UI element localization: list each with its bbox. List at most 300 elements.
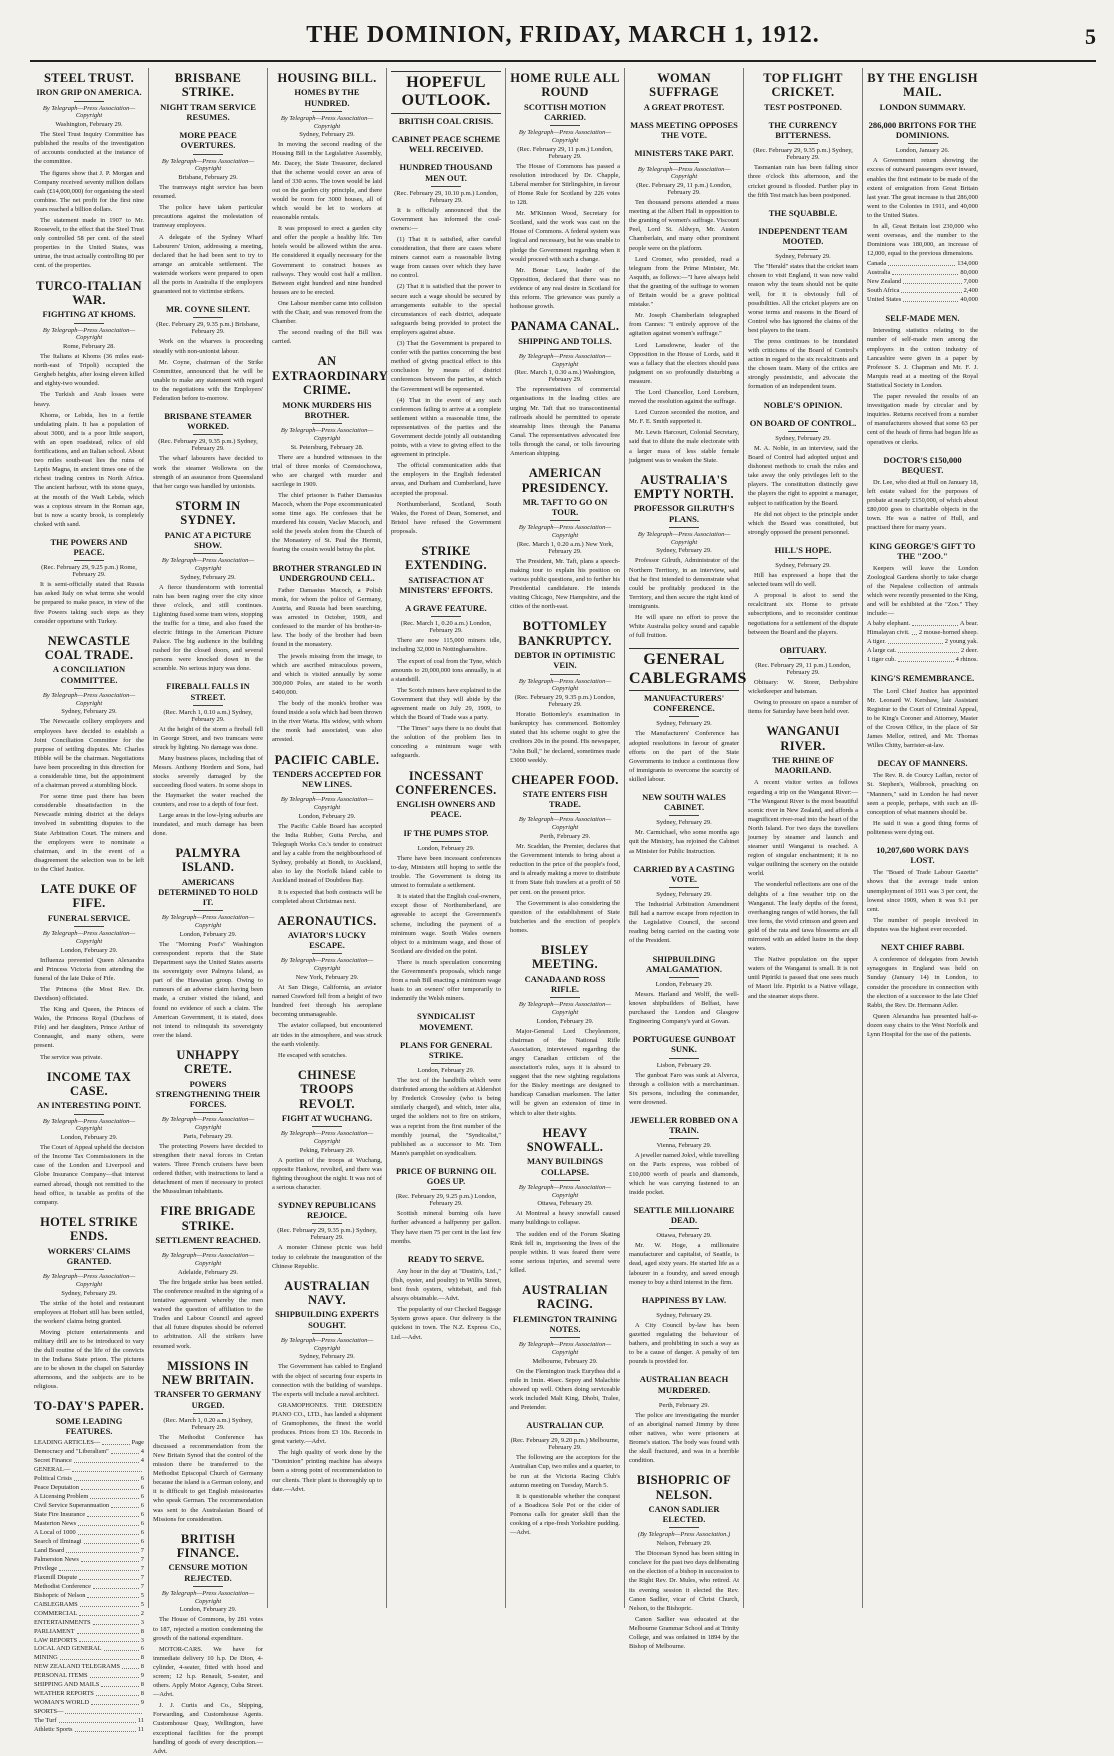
article-subhead: SEATTLE MILLIONAIRE DEAD. (633, 1204, 735, 1226)
article (629, 1473, 739, 1651)
leader-dots (898, 656, 954, 662)
article-subhead: PROFESSOR GILRUTH'S PLANS. (633, 503, 735, 524)
feature-label: A baby elephant. (867, 620, 911, 628)
article-headline: PACIFIC CABLE. (274, 752, 380, 767)
article-paragraph: Large areas in the low-lying suburbs are inundated, and much damage has been done. (153, 811, 263, 837)
feature-list-row (34, 1592, 144, 1601)
article-paragraph: Mr. M'Kinnon Wood, Secretary for Scotland, said the work was cast on the House of Commons. A federal system was logical and necessary, but he was unable to pledge the Government regarding when it would proceed with such a change. (510, 210, 620, 263)
feature-label: SHIPPING AND MAILS (34, 1681, 100, 1689)
feature-list-row (34, 1484, 144, 1493)
article-paragraph: The Italians at Khoms (36 miles east-north-east of Tripoli) occupied the Gergheb heights, after losing eleven killed and eighty-two wounded. (34, 353, 144, 388)
article-credit: By Telegraph—Press Association—Copyright (42, 929, 136, 945)
leader-dots (78, 1529, 139, 1535)
masthead (30, 20, 1096, 62)
column (625, 68, 747, 1651)
article-credit: By Telegraph—Press Association—Copyright (42, 1117, 136, 1133)
article-dateline: St. Petersburg, February 28. (290, 443, 364, 451)
article-paragraph: The following are the acceptors for the Australian Cup, two miles and a quarter, to be run at the Victoria Racing Club's autumn meeting on Tuesday, March 5. (510, 1454, 620, 1489)
separator-rule (431, 616, 461, 617)
article-dateline: Perth, February 29. (539, 833, 591, 841)
article-paragraph: Mr. Lewis Harcourt, Colonial Secretary, said that to dilute the male electorate with a larger mass of less stable female judgment was to weaken the State. (629, 429, 739, 464)
separator-rule (908, 143, 938, 144)
article (153, 1359, 263, 1524)
article-paragraph: The popularity of our Checked Baggage System grows apace. Our delivery is the quickest in town. The N.Z. Express Co., Ltd.—Advt. (391, 1306, 501, 1341)
article-headline: AERONAUTICS. (277, 913, 377, 928)
article-subhead: ENGLISH OWNERS AND PEACE. (396, 799, 496, 820)
feature-value: 7 (140, 1573, 144, 1581)
feature-label: Flaxmill Dispute (34, 1573, 78, 1581)
article (153, 1048, 263, 1196)
article-headline: FIRE BRIGADE STRIKE. (160, 1204, 256, 1233)
separator-rule (550, 997, 580, 998)
article-subhead: FIREBALL FALLS IN STREET. (166, 681, 250, 702)
article-subhead: DEBTOR IN OPTIMISTIC VEIN. (514, 650, 616, 671)
article-paragraph: "The Times" says there is no doubt that the solution of the problem lies in conceding a minimum wage with safeguards. (391, 725, 501, 760)
feature-value: 4 (140, 1457, 144, 1465)
article-paragraph: GRAMOPHONES. THE DRESDEN PIANO CO., LTD., has landed a shipment of Gramophones, the finest the world produces. Prices from £3 10s. Records in great variety.—Advt. (272, 1401, 382, 1446)
separator-rule (550, 1433, 580, 1434)
article-paragraph: Influenza prevented Queen Alexandra and Princess Victoria from attending the funeral of the late Duke of Fife. (34, 956, 144, 982)
article-credit: By Telegraph—Press Association—Copyright (280, 957, 374, 973)
article-paragraph: It is stated that the English coal-owners, except those of Northumberland, are agreeable to accept the Government's scheme, including the payment of a minimum wage. South Wales owners object to a minimum wage, and those of Scotland are divided on the point. (391, 893, 501, 955)
feature-label: United States (867, 296, 902, 304)
feature-value: 8 (140, 1627, 144, 1635)
feature-list-row (34, 1439, 144, 1448)
article (510, 71, 620, 311)
article (748, 120, 858, 200)
article-subhead: IF THE PUMPS STOP. (403, 827, 489, 838)
article-subhead: SCOTTISH MOTION CARRIED. (524, 101, 606, 122)
article (510, 1126, 620, 1275)
article (272, 1068, 382, 1192)
article-subhead: SOME LEADING FEATURES. (55, 1415, 123, 1436)
article-subhead: POWERS STRENGTHENING THEIR FORCES. (155, 1078, 261, 1110)
article-subhead: CANON SADLIER ELECTED. (648, 1504, 720, 1525)
feature-value: 7,000 (963, 278, 978, 286)
article-paragraph: A recent visitor writes as follows regarding a trip on the Wanganui River:— "The Wanganui River is the most beautiful scenic river in New Zealand, and affords a magnificent river-road into the heart of the North Island. For two days the travellers journey by steamer and launch and steamer until Wanganui is reached. A region of singular enchantment; it is no vulgar outlining the scenery on the outside world. (748, 779, 858, 878)
feature-value: 2 mouse-horned sheep. (918, 629, 978, 637)
article (272, 354, 388, 554)
feature-list-row (867, 278, 978, 287)
leader-dots (60, 1654, 139, 1660)
article-paragraph: Mr. W. Hoge, a millionaire manufacturer and capitalist, of Seattle, is dead, aged sixty years. He started life as a labourer in a foundry, and saved enough money to buy a third interest in the firm. (629, 1242, 739, 1286)
feature-value: 8 (140, 1681, 144, 1689)
separator-rule (669, 527, 699, 528)
feature-label: SPORTS— (34, 1708, 64, 1716)
article (153, 411, 263, 491)
article-paragraph: Ten thousand persons attended a mass meeting at the Albert Hall in opposition to the granting of women's suffrage. Viscount Peel, Lord St. Aldwyn, Mr. Austen Chamberlain, and many other prominent people were on the platform. (629, 199, 739, 252)
article-dateline: (Rec. February 29, 9.25 p.m.) London, February 29. (395, 1193, 497, 1208)
separator-rule (431, 841, 461, 842)
separator-rule (312, 792, 342, 793)
leader-dots (101, 1681, 138, 1687)
feature-value: 6 (140, 1510, 144, 1518)
article-credit: By Telegraph—Press Association—Copyright (637, 165, 731, 181)
feature-list-row (34, 1502, 144, 1511)
leader-dots (78, 1520, 139, 1526)
article (748, 645, 858, 717)
article-paragraph: Obituary: W. Storer, Derbyshire wicketkeeper and batsman. (748, 678, 858, 695)
article-headline: NEWCASTLE COAL TRADE. (44, 633, 134, 663)
feature-list-row (34, 1475, 144, 1484)
leader-dots (79, 1637, 139, 1643)
leader-dots (79, 1610, 138, 1616)
article-paragraph: Scottish mineral burning oils have further advanced a halfpenny per gallon. They have risen 75 per cent in the last few months. (391, 1210, 501, 1245)
article-headline: CHEAPER FOOD. (511, 772, 619, 787)
article-subhead: NOBLE'S OPINION. (763, 399, 843, 410)
feature-label: New Zealand (867, 278, 902, 286)
article-subhead: MORE PEACE OVERTURES. (179, 130, 237, 151)
article-subhead: FUNERAL SERVICE. (47, 912, 131, 923)
feature-label: WOMAN'S WORLD (34, 1699, 90, 1707)
separator-rule (550, 812, 580, 813)
article-paragraph: Mr. Scaddan, the Premier, declares that the Government intends to bring about a reduction in the price of the people's food, and is already making a move to distribute it from State fish trawlers at a profit of 50 per cent. on the present price. (510, 843, 620, 896)
feature-list-row (34, 1726, 144, 1735)
article-paragraph: The Pacific Cable Board has accepted the India Rubber, Gutta Percha, and Telegraph Works Co.'s tender to construct and lay a cable from the neighbourhood of Sydney, probably at Bondi, to Auckland, also to lay the Norfolk Island cable to Auckland instead of Doubtless Bay. (272, 822, 382, 885)
article-credit: By Telegraph—Press Association—Copyright (518, 1341, 612, 1356)
leader-dots (75, 1726, 136, 1732)
article-dateline: Sydney, February 29. (775, 434, 831, 442)
leader-dots (81, 1484, 139, 1490)
leader-dots (74, 1475, 139, 1481)
article-dateline: Perth, February 29. (658, 1401, 710, 1409)
separator-rule (550, 125, 580, 126)
article-dateline: (Rec. March 1, 0.20 a.m.) New York, February 29. (516, 540, 614, 555)
article-dateline: Sydney, February 29. (656, 1311, 712, 1319)
feature-label: Australia (867, 269, 891, 277)
article-headline: CHINESE TROOPS REVOLT. (297, 1067, 357, 1111)
leader-dots (79, 1574, 139, 1580)
article-headline: HEAVY SNOWFALL. (526, 1125, 604, 1154)
feature-label: Privilege (34, 1564, 58, 1572)
feature-list-row (867, 269, 978, 278)
article-paragraph: It is officially announced that the Government has informed the coal-owners:— (391, 206, 501, 232)
article-subhead: 286,000 BRITONS FOR THE DOMINIONS. (868, 119, 977, 141)
feature-list (867, 260, 978, 305)
article-headline: WOMAN SUFFRAGE (649, 71, 719, 100)
feature-label: A Local of 1000 (34, 1528, 76, 1536)
article-subhead: ON BOARD OF CONTROL. (749, 417, 857, 428)
article-headline: AMERICAN PRESIDENCY. (521, 466, 609, 495)
separator-rule (312, 1223, 342, 1224)
article-dateline: (Rec. February 29, 9.20 p.m.) Melbourne, February 29. (510, 1437, 620, 1452)
feature-label: 1 tiger cub. (867, 656, 896, 664)
feature-label: LOCAL AND GENERAL (34, 1645, 102, 1653)
article-subhead: HILL'S HOPE. (774, 544, 832, 555)
feature-list-row (34, 1538, 144, 1547)
article-paragraph: A conference of delegates from Jewish synagogues in England was held on Sunday (January 14) in London, to consider the procedure in connection with the election of a successor to the late Chief Rabbi, the Rev. Dr. Hermann Adler. (867, 956, 978, 1009)
article-paragraph: The export of coal from the Tyne, which amounts to 20,000,000 tons annually, is at a standstill. (391, 657, 501, 683)
article-dateline: Sydney, February 29. (61, 708, 117, 716)
feature-list-row (34, 1529, 144, 1538)
article (748, 226, 858, 392)
feature-value: 7 (140, 1564, 144, 1572)
article (629, 1115, 739, 1197)
feature-list-row (34, 1601, 144, 1610)
separator-rule (431, 186, 461, 187)
article-dateline: (Rec. February 29, 9.35 p.m.) London, February 29. (514, 694, 616, 709)
article (748, 400, 858, 410)
article (867, 845, 978, 934)
article-paragraph: The King and Queen, the Princes of Wales, the Princess Royal (Duchess of Fife) and her daughters, Prince Arthur of Connaught, and many others, were present. (34, 1006, 144, 1050)
article (629, 954, 739, 1027)
feature-label: Land Board (34, 1546, 65, 1554)
article-headline: AUSTRALIAN NAVY. (284, 1278, 370, 1308)
leader-dots (93, 1619, 139, 1625)
article (748, 724, 858, 1000)
article-paragraph: The gunboat Faro was sunk at Alverca, through a collision with a merchantman. Six persons, including the commander, were drowned. (629, 1071, 739, 1106)
feature-value: 6 (140, 1501, 144, 1509)
article-subhead: A GRAVE FEATURE. (405, 603, 487, 614)
article-paragraph: There have been incessant conferences to-day, Ministers still hoping to settle the trouble. The Government is doing its utmost to formulate a settlement. (391, 854, 501, 890)
leader-dots (74, 1457, 139, 1463)
article-paragraph: Interesting statistics relating to the number of self-made men among the employers in the cotton industry of Lancashire were given in a paper by Professor S. J. Chapman and Mr. F. J. Marquis read at a meeting of the Royal Statistical Society in London. (867, 327, 978, 389)
article-headline: UNHAPPY CRETE. (176, 1047, 240, 1077)
article-headline: BRITISH FINANCE. (176, 1531, 240, 1561)
article-subhead: KING'S REMEMBRANCE. (870, 673, 975, 684)
feature-list (867, 620, 978, 665)
article-subhead: STATE ENTERS FISH TRADE. (522, 789, 608, 810)
feature-list-row (34, 1610, 144, 1619)
article-dateline: London, February 29. (417, 1067, 475, 1075)
separator-rule (788, 431, 818, 432)
article-paragraph: Mr. Coyne, chairman of the Strike Committee, announced that he will be unable to make any statement with regard to the negotiations with the Employers' Federation before to-morrow. (153, 358, 263, 402)
article-paragraph: The figures show that J. P. Morgan and Company received seventy million dollars cash (£14,000,000) for organising the steel combine. The net profit for the first nine years reached a billion dollars. (34, 169, 144, 213)
article-credit: By Telegraph—Press Association—Copyright (280, 114, 374, 130)
article-paragraph: Horatio Bottomley's examination in bankruptcy has commenced. Bottomley stated that his scheme ought to give the creditors 20s in the pound. His newspaper, "John Bull," he declared, sometimes made £3000 weekly. (510, 711, 620, 764)
article (867, 313, 978, 446)
separator-rule (669, 1398, 699, 1399)
article-paragraph: The Government is also considering the question of the establishment of State butcheries and the erection of people's homes. (510, 899, 620, 934)
article-credit: By Telegraph—Press Association—Copyright (518, 1001, 612, 1016)
article-paragraph: There are a hundred witnesses in the trial of three monks of Czenstochowa, who are charged with murder and sacrilege in 1909. (272, 453, 382, 488)
masthead-title: THE DOMINION, FRIDAY, MARCH 1, 1912. (306, 22, 820, 48)
article (391, 769, 501, 820)
feature-list-row (34, 1645, 144, 1654)
column (387, 68, 506, 1608)
feature-list-row (34, 1457, 144, 1466)
leader-dots (65, 1708, 142, 1714)
article-subhead: TRANSFER TO GERMANY URGED. (154, 1389, 262, 1410)
article-subhead: THE POWERS AND PEACE. (50, 536, 128, 558)
feature-list-row (867, 287, 978, 296)
article-dateline: Paris, February 29. (183, 1132, 233, 1140)
article-paragraph: (1) That it is satisfied, after careful consideration, that there are cases where miners cannot earn a reasonable living wage from causes over which they have no control. (391, 236, 501, 280)
feature-value: 6 (140, 1645, 144, 1653)
article-dateline: (Rec. February 29, 9.35 p.m.) Sydney, February 29. (277, 1227, 377, 1242)
article-subhead: FIGHT AT WUCHANG. (281, 1112, 373, 1123)
article-headline: HOME RULE ALL ROUND (510, 71, 620, 100)
separator-rule (193, 1112, 223, 1113)
leader-dots (111, 1448, 139, 1454)
leader-dots (888, 260, 955, 266)
feature-list-row (34, 1493, 144, 1502)
feature-value: 7 (140, 1582, 144, 1590)
column (149, 68, 268, 1755)
article-paragraph: In moving the second reading of the Housing Bill in the Legislative Assembly, Mr. Dacey, the State Treasurer, declared that the scheme would cover an area of land of 330 acres. The town would be laid out on the garden city principle, and there would be room for 3000 houses, all of which would be let to workers at reasonable rentals. (272, 141, 382, 222)
leader-dots (888, 638, 943, 644)
article-paragraph: In all, Great Britain lost 230,000 who went overseas, and the number to the Dominions was 180,000, an increase of 12,000, equal to the previous dimensions. (867, 222, 978, 258)
article (629, 864, 739, 946)
leader-dots (80, 1601, 139, 1607)
article-paragraph: Professor Gilruth, Administrator of the Northern Territory, in an interview, said that he first intended to demonstrate what could be profitably produced in the Territory, and then secure the right kind of immigrants. (629, 557, 739, 610)
article-headline: INCESSANT CONFERENCES. (395, 768, 497, 797)
article-paragraph: It is expected that both contracts will be completed about Christmas next. (272, 888, 382, 905)
separator-rule (312, 1126, 342, 1127)
feature-list-row (34, 1556, 144, 1565)
article-paragraph: The police are investigating the murder of an aboriginal named Jimmy by three other natives, who were prisoners at Brome's station. The body was found with the skull fractured, and was in a horrible condition. (629, 1411, 739, 1465)
separator-rule (74, 926, 104, 927)
leader-dots (912, 620, 958, 626)
article-credit: By Telegraph—Press Association—Copyright (42, 691, 136, 707)
article-subhead: JEWELLER ROBBED ON A TRAIN. (630, 1115, 738, 1136)
article-paragraph: The Scotch miners have explained to the Government that they will abide by the agreement made on July 29, 1909, to which the Board of Trade was a party. (391, 686, 501, 722)
leader-dots (122, 1663, 139, 1669)
feature-value: 80,000 (960, 269, 978, 277)
article-paragraph: The Steel Trust Inquiry Committee has published the results of the investigation of accounts conducted at the instance of the committee. (34, 131, 144, 166)
leader-dots (90, 1493, 138, 1499)
article-dateline: London, February 29. (298, 812, 356, 820)
feature-label: COMMERCIAL (34, 1609, 78, 1617)
article (867, 71, 978, 112)
article-paragraph: The press continues to be inundated with criticisms of the Board of Control's action in regard to the six recalcitrants and the chosen team. Many of the critics are strongly pessimistic, and advocate the formation of an independent team. (748, 338, 858, 391)
article-subhead: 10,207,600 WORK DAYS LOST. (876, 845, 969, 866)
article-paragraph: The text of the handbills which were distributed among the soldiers at Aldershot by Frederick Crowsley (who is being similarly charged), and which, inter alia, urged the soldiers not to fire on strikers, was a reprint from the first number of the monthly journal, the "Syndicalist," published as a successor to Mr. Tom Mann's pamphlet on syndicalism. (391, 1077, 501, 1157)
feature-value: 3 (140, 1618, 144, 1626)
article-dateline: (Rec. March 1, 0.20 a.m.) Sydney, February 29. (163, 1416, 253, 1431)
separator-rule (431, 1189, 461, 1190)
article (748, 545, 858, 637)
feature-label: PERSONAL ITEMS (34, 1672, 88, 1680)
feature-label: Himalayan civit. (867, 629, 910, 637)
article-subhead: FLEMINGTON TRAINING NOTES. (512, 1313, 618, 1334)
article-dateline: (Rec. March 1, 0.30 a.m.) Washington, February 29. (514, 369, 616, 384)
feature-list-row (34, 1717, 144, 1726)
separator-rule (669, 977, 699, 978)
article-paragraph: A Government return showing the excess of outward passengers over inward, enables the first estimate to be made of the extent of emigration from Great Britain last year. The great increase is that 286,000 went to the Colonies in 1911, and 40,000 to the United States. (867, 157, 978, 219)
article-dateline: New York, February 29. (295, 974, 359, 982)
article-paragraph: The Princess (the Most Rev. Dr. Davidson) officiated. (34, 985, 144, 1002)
feature-label: GENERAL— (34, 1466, 71, 1474)
article-dateline: Vienna, February 29. (656, 1142, 712, 1150)
article (510, 943, 620, 1118)
article-paragraph: The wharf labourers have decided to work the steamer Wollowra on the strength of an assurance from Queensland that her cargo was handled by unionists. (153, 455, 263, 490)
article-dateline: (Rec. February 29, 9.35 p.m.) Sydney, February 29. (158, 438, 258, 453)
article-paragraph: Tasmanian rain has been falling since three o'clock this afternoon, and the cricket ground is flooded. Further play in the fifth Test match has been postponed. (748, 164, 858, 199)
feature-list-row (34, 1690, 144, 1699)
article-subhead: THE CURRENCY BITTERNESS. (768, 119, 838, 141)
feature-value: 11 (137, 1717, 144, 1725)
article-paragraph: The jewels missing from the image, to which are ascribed miraculous powers, and which is visited annually by some 300,000 Poles, are stated to be worth £400,000. (272, 652, 382, 696)
article-headline: BRISBANE STRIKE. (174, 71, 242, 100)
article-credit: By Telegraph—Press Association—Copyright (280, 426, 374, 442)
article-headline: TO-DAY'S PAPER. (34, 1399, 144, 1414)
article-paragraph: At San Diego, California, an aviator named Crawford fell from a height of two hundred feet through his aeroplane becoming unmanageable. (272, 984, 382, 1019)
article-paragraph: The Lord Chancellor, Lord Loreburn, moved the resolution against the suffrage. (629, 388, 739, 406)
leader-dots (84, 1538, 139, 1544)
leader-dots (96, 1690, 139, 1696)
article-subhead: PORTUGUESE GUNBOAT SUNK. (632, 1034, 736, 1055)
article-paragraph: The Newcastle colliery employers and employees have decided to establish a Joint Conciliation Committee for the purpose of settling disputes. Mr. Charles Hibble will be the chairman. Negotiations have been proceeding in this direction for a considerable time, but the appointment of a chairman proved a stumbling block. (34, 718, 144, 790)
article-subhead: KING GEORGE'S GIFT TO THE "ZOO." (869, 540, 976, 561)
article-paragraph: The official communication adds that the employers in the English federated areas, and Durham and Cumberland, have accepted the proposal. (391, 462, 501, 497)
feature-label: MINING (34, 1654, 58, 1662)
separator-rule (550, 520, 580, 521)
article-paragraph: A delegate of the Sydney Wharf Labourers' Union, addressing a meeting, declared that he had been sent to try to arrange an amicable settlement. The waterside workers were prepared to open all the ports in Australia if the employers guaranteed not to victimise strikers. (153, 233, 263, 296)
leader-dots (898, 647, 959, 653)
article-credit: By Telegraph—Press Association—Copyright (518, 816, 612, 832)
feature-value: 8 (140, 1663, 144, 1671)
article-subhead: SATISFACTION AT MINISTERS' EFFORTS. (399, 574, 493, 595)
leader-dots (111, 1502, 139, 1508)
separator-rule (74, 101, 104, 102)
article-dateline: Rome, February 28. (63, 343, 115, 351)
article (34, 1399, 144, 1735)
article-paragraph: It is semi-officially stated that Russia has asked Italy on what terms she would be prepared to make peace, in view of the five Powers taking such steps as they consider opportune with Turkey. (34, 581, 144, 625)
article (34, 1215, 144, 1392)
article-subhead: PLANS FOR GENERAL STRIKE. (399, 1039, 493, 1060)
feature-label: State Fire Insurance (34, 1510, 86, 1518)
article-subhead: SELF-MADE MEN. (885, 313, 960, 324)
article-subhead: NEXT CHIEF RABBI. (880, 942, 965, 953)
article (391, 134, 501, 154)
separator-rule (669, 1527, 699, 1528)
separator-rule (788, 143, 818, 144)
feature-value: 9 (140, 1672, 144, 1680)
article (272, 563, 382, 745)
article-paragraph: Lord Curzon seconded the motion, and Mr. F. E. Smith supported it. (629, 409, 739, 426)
article-headline: INCOME TAX CASE. (46, 1069, 132, 1098)
leader-dots (90, 1672, 139, 1678)
article-paragraph: The high quality of work done by the "Dominion" printing machine has always been a strong point of recommendation to our clients. Their plant is thoroughly up to date.—Advt. (272, 1449, 382, 1493)
article (510, 619, 620, 764)
feature-list-row (34, 1547, 144, 1556)
article-paragraph: J. J. Curtis and Co., Shipping, Forwarding, and Customhouse Agents. Customhouse Quay, Wellington, have exceptional facilities for the prompt handling of goods of every description.—Advt. (153, 1702, 263, 1755)
separator-rule (788, 658, 818, 659)
article-dateline: Nelson, February 29. (656, 1540, 712, 1548)
article-paragraph: There are now 115,000 miners idle, including 32,000 in Nottinghamshire. (391, 637, 501, 654)
separator-rule (74, 1114, 104, 1115)
article-subhead: AUSTRALIAN BEACH MURDERED. (639, 1374, 729, 1395)
feature-list-row (867, 260, 978, 269)
article-paragraph: Dr. Lee, who died at Hull on January 18, left estate valued for the purposes of probate at nearly £150,000, of which about £80,000 goes to charitable objects in the town. He was a native of Hull, and practised there for many years. (867, 478, 978, 532)
article (391, 1166, 501, 1246)
article-dateline: Sydney, February 29. (180, 573, 236, 581)
article-paragraph: For some time past there has been considerable dissatisfaction in the Newcastle mining district at the delays involved in submitting disputes to the State Arbitration Court. The miners and the employers were to nominate a chairman, and in the event of a disagreement the selection was to be left to the Chief Justice. (34, 793, 144, 873)
feature-list-row (867, 296, 978, 305)
article (272, 753, 382, 906)
separator-rule (669, 1058, 699, 1059)
feature-label: Methodist Conference (34, 1582, 91, 1590)
feature-label: Masterton News (34, 1519, 77, 1527)
article (748, 71, 858, 112)
feature-value: 3 (140, 1636, 144, 1644)
article-subhead: CENSURE MOTION REJECTED. (168, 1562, 248, 1583)
leader-dots (903, 278, 961, 284)
article-paragraph: At the height of the storm a fireball fell in George Street, and two tramcars were struck by lighting. No damage was done. (153, 725, 263, 752)
article-headline: AUSTRALIA'S EMPTY NORTH. (634, 472, 734, 502)
article-credit: By Telegraph—Press Association—Copyright (42, 326, 136, 342)
article-dateline: Sydney, February 29. (656, 891, 712, 899)
article-dateline: London, February 29. (179, 930, 237, 938)
feature-value: 7 (140, 1555, 144, 1563)
article-paragraph: A portion of the troops at Wuchang, opposite Hankow, revolted, and there was fighting throughout the night. It was not of a serious character. (272, 1156, 382, 1191)
article-paragraph: The House of Commons has passed a resolution introduced by Dr. Chapple, Liberal member for Stirlingshire, in favour of Home Rule for Scotland by 226 votes to 128. (510, 162, 620, 207)
article (272, 1279, 382, 1494)
article-paragraph: (4) That in the event of any such conferences failing to arrive at a complete settlement within a reasonable time, the representatives of the parties and the Government decide jointly all outstanding points, with a view to giving effect to the agreement in principle. (391, 396, 501, 459)
article-subhead: IRON GRIP ON AMERICA. (36, 87, 142, 98)
feature-value: 6 (140, 1519, 144, 1527)
